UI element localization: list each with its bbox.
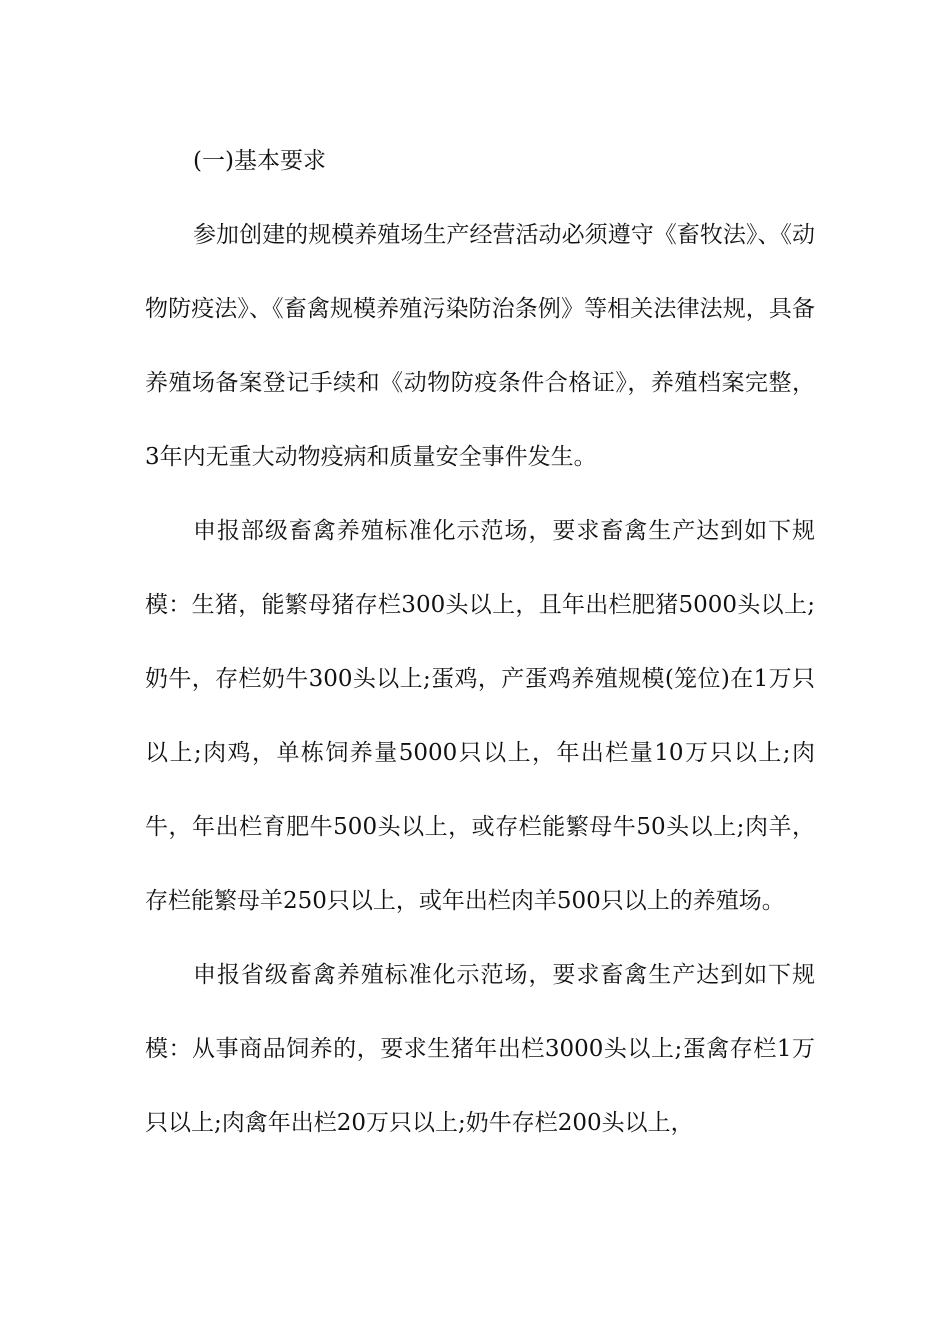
section-heading: (一)基本要求 [193,148,326,174]
paragraph-provincial-demo-farm: 申报省级畜禽养殖标准化示范场，要求畜禽生产达到如下规模：从事商品饲养的，要求生猪年出栏3000头以上;蛋禽存栏1万只以上;肉禽年出栏20万只以上;奶牛存栏200头以上， [145,962,815,1136]
document-body [145,124,815,1160]
paragraph-ministerial-demo-farm: 申报部级畜禽养殖标准化示范场，要求畜禽生产达到如下规模：生猪，能繁母猪存栏300头以上，且年出栏肥猪5000头以上;奶牛，存栏奶牛300头以上;蛋鸡，产蛋鸡养殖规模(笼位)在1万只以上;肉鸡，单栋饲养量5000只以上，年出栏量10万只以上;肉牛，年出栏育肥牛500头以上，或存栏能繁母牛50头以上;肉羊，存栏能繁母羊250只以上，或年出栏肉羊500只以上的养殖场。 [145,518,815,914]
paragraph-basic-requirements: 参加创建的规模养殖场生产经营活动必须遵守《畜牧法》、《动物防疫法》、《畜禽规模养殖污染防治条例》等相关法律法规，具备养殖场备案登记手续和《动物防疫条件合格证》，养殖档案完整，3年内无重大动物疫病和质量安全事件发生。 [145,222,815,470]
